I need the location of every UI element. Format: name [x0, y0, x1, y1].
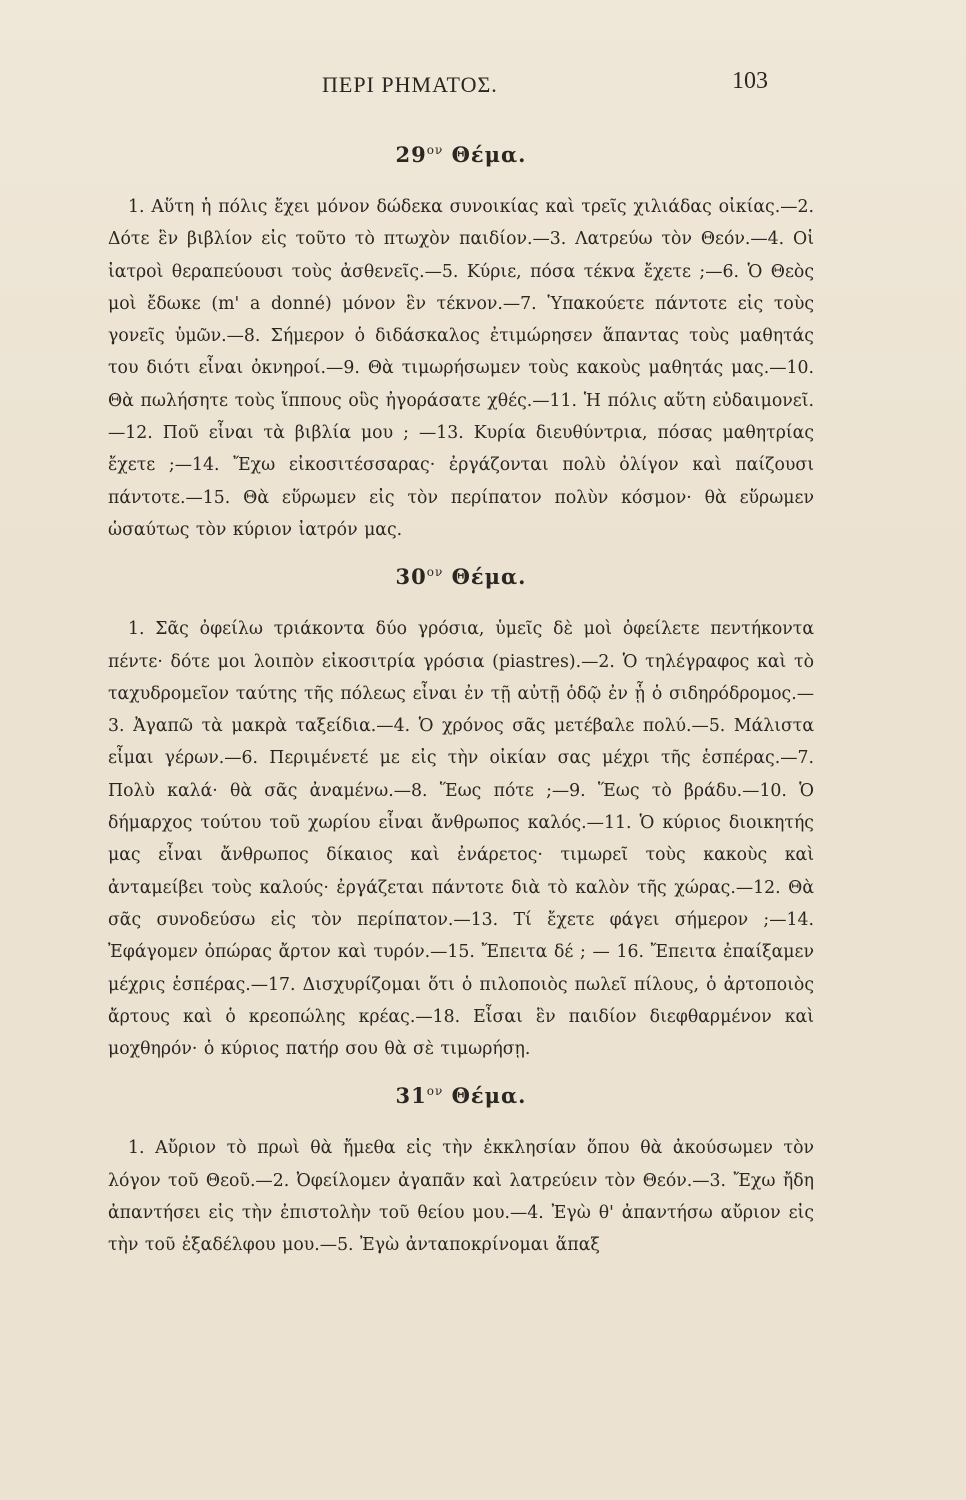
page-number: 103	[732, 68, 768, 94]
exercise-number-value: 31	[395, 1083, 427, 1109]
exercise-heading	[108, 132, 814, 173]
ordinal-suffix: ον	[426, 565, 444, 580]
exercise-heading-word: Θέμα.	[451, 564, 527, 590]
exercise-text: 1. Σᾶς ὀφείλω τριάκοντα δύο γρόσια, ὑμεῖς δὲ μοὶ ὀφείλετε πεντήκοντα πέντε· δότε μοι λοιπὸν εἰκοσιτρία γρόσια (piastres).—2. Ὁ τηλέγραφος καὶ τὸ ταχυδρομεῖον ταύτης τῆς πόλεως εἶναι ἐν τῇ αὐτῇ ὁδῷ ἐν ᾗ ὁ σιδηρόδρομος.—3. Ἀγαπῶ τὰ μακρὰ ταξείδια.—4. Ὁ χρόνος σᾶς μετέβαλε πολύ.—5. Μάλιστα εἶμαι γέρων.—6. Περιμένετέ με εἰς τὴν οἰκίαν σας μέχρι τῆς ἑσπέρας.—7. Πολὺ καλά· θὰ σᾶς ἀναμένω.—8. Ἕως πότε ;—9. Ἕως τὸ βράδυ.—10. Ὁ δήμαρχος τούτου τοῦ χωρίου εἶναι ἄνθρωπος καλός.—11. Ὁ κύριος διοικητής μας εἶναι ἄνθρωπος δίκαιος καὶ ἐνάρετος· τιμωρεῖ τοὺς κακοὺς καὶ ἀνταμείβει τοὺς καλούς· ἐργάζεται πάντοτε διὰ τὸ καλὸν τῆς χώρας.—12. Θὰ σᾶς συνοδεύσω εἰς τὸν περίπατον.—13. Τί ἔχετε φάγει σήμερον ;—14. Ἐφάγομεν ὀπώρας ἄρτον καὶ τυρόν.—15. Ἔπειτα δέ ; — 16. Ἔπειτα ἐπαίξαμεν μέχρις ἑσπέρας.—17. Δισχυρίζομαι ὅτι ὁ πιλοποιὸς πωλεῖ πίλους, ὁ ἀρτοποιὸς ἄρτους καὶ ὁ κρεοπώλης κρέας.—18. Εἶσαι ἓν παιδίον διεφθαρμένον καὶ μοχθηρόν· ὁ κύριος πατήρ σου θὰ σὲ τιμωρήσῃ.	[108, 619, 814, 1060]
exercise-heading	[108, 1073, 814, 1114]
page-content	[108, 132, 814, 1270]
exercise-number-value: 29	[395, 142, 427, 167]
running-head	[0, 68, 966, 106]
exercise-text: 1. Αὔριον τὸ πρωὶ θὰ ἤμεθα εἰς τὴν ἐκκλησίαν ὅπου θὰ ἀκούσωμεν τὸν λόγον τοῦ Θεοῦ.—2. Ὀφείλομεν ἀγαπᾶν καὶ λατρεύειν τὸν Θεόν.—3. Ἔχω ἤδη ἀπαντήσει εἰς τὴν ἐπιστολὴν τοῦ θείου μου.—4. Ἐγὼ θ' ἀπαντήσω αὔριον εἰς τὴν τοῦ ἐξαδέλφου μου.—5. Ἐγὼ ἀνταποκρίνομαι ἅπαξ	[108, 1138, 814, 1256]
exercise-number	[396, 142, 444, 167]
ordinal-suffix: ον	[426, 1084, 444, 1099]
exercise-heading-word: Θέμα.	[451, 1083, 527, 1109]
exercise-text: 1. Αὕτη ἡ πόλις ἔχει μόνον δώδεκα συνοικίας καὶ τρεῖς χιλιάδας οἰκίας.—2. Δότε ἓν βιβλίον εἰς τοῦτο τὸ πτωχὸν παιδίον.—3. Λατρεύω τὸν Θεόν.—4. Οἱ ἰατροὶ θεραπεύουσι τοὺς ἀσθενεῖς.—5. Κύριε, πόσα τέκνα ἔχετε ;—6. Ὁ Θεὸς μοὶ ἔδωκε (m' a donné) μόνον ἓν τέκνον.—7. Ὑπακούετε πάντοτε εἰς τοὺς γονεῖς ὑμῶν.—8. Σήμερον ὁ διδάσκαλος ἐτιμώρησεν ἅπαντας τοὺς μαθητάς του διότι εἶναι ὀκνηροί.—9. Θὰ τιμωρήσωμεν τοὺς κακοὺς μαθητάς μας.—10. Θὰ πωλήσητε τοὺς ἵππους οὓς ἠγοράσατε χθές.—11. Ἡ πόλις αὕτη εὐδαιμονεῖ.—12. Ποῦ εἶναι τὰ βιβλία μου ; —13. Κυρία διευθύντρια, πόσας μαθητρίας ἔχετε ;—14. Ἔχω εἰκοσιτέσσαρας· ἐργάζονται πολὺ ὀλίγον καὶ παίζουσι πάντοτε.—15. Θὰ εὕρωμεν εἰς τὸν περίπατον πολὺν κόσμον· θὰ εὕρωμεν ὡσαύτως τὸν κύριον ἰατρόν μας.	[108, 197, 814, 540]
exercise-29	[108, 132, 814, 546]
ordinal-suffix: ον	[426, 143, 444, 157]
exercise-number	[396, 1083, 444, 1108]
exercise-31	[108, 1073, 814, 1261]
exercise-30	[108, 554, 814, 1065]
running-title: ΠΕΡΙ ΡΗΜΑΤΟΣ.	[322, 72, 498, 97]
exercise-heading	[108, 554, 814, 595]
exercise-heading-word: Θέμα.	[451, 142, 527, 167]
exercise-number-value: 30	[395, 564, 427, 590]
exercise-number	[396, 564, 444, 589]
